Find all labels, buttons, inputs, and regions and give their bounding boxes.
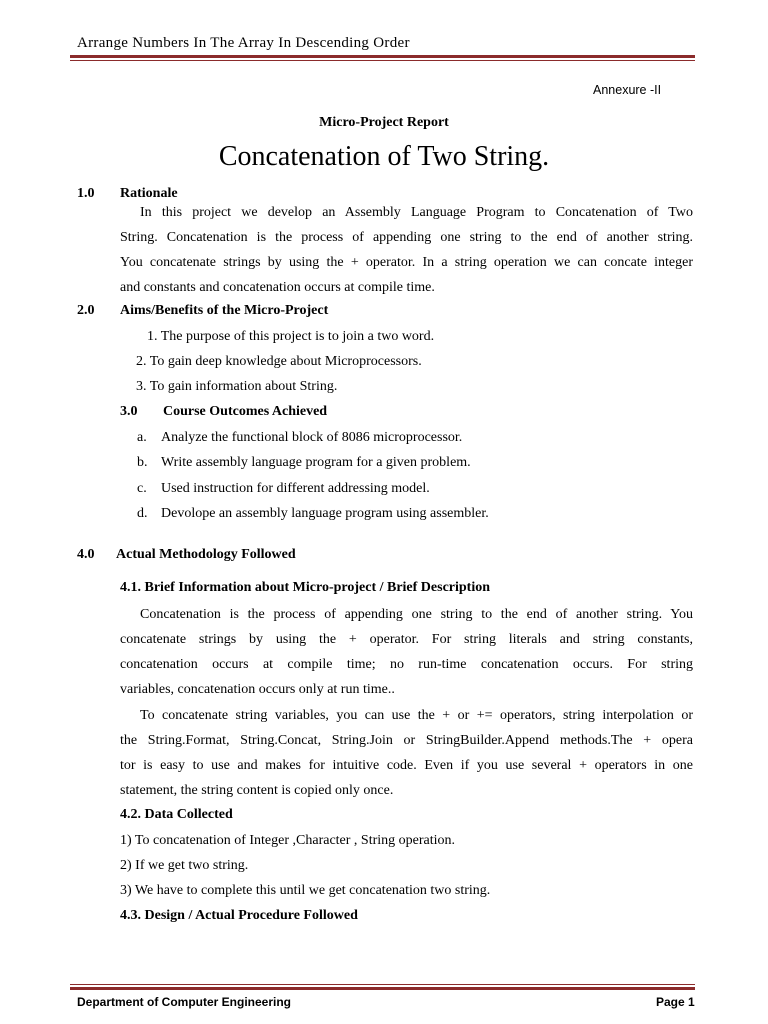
data-collected-item: 3) We have to complete this until we get concatenation two string. <box>120 883 491 898</box>
header-rule-thin <box>70 60 695 61</box>
subsection-4-1-title: 4.1. Brief Information about Micro-project / Brief Description <box>120 580 491 595</box>
header-title: Arrange Numbers In The Array In Descending Order <box>77 35 410 51</box>
aims-item: 3. To gain information about String. <box>136 379 338 394</box>
section-4-number: 4.0 <box>77 547 95 562</box>
header-rule-thick <box>70 55 695 58</box>
footer-rule-thin <box>70 984 695 985</box>
outcome-text: Used instruction for different addressing model. <box>161 481 430 496</box>
report-label: Micro-Project Report <box>319 115 449 130</box>
section-2-title: Aims/Benefits of the Micro-Project <box>120 303 329 318</box>
footer-department: Department of Computer Engineering <box>77 995 292 1009</box>
description-paragraph-1 <box>120 602 693 702</box>
description-line: variables, concatenation occurs only at run time.. <box>120 682 395 697</box>
rationale-line: and constants and concatenation occurs at compile time. <box>120 280 435 295</box>
section-3-number: 3.0 <box>120 404 138 419</box>
data-collected-item: 2) If we get two string. <box>120 858 249 873</box>
description-line: Concatenation is the process of appending one string to the end of another string. You <box>140 607 693 622</box>
description-line: the String.Format, String.Concat, String.Join or StringBuilder.Append methods.The + opera <box>120 733 693 748</box>
outcome-marker: a. <box>137 430 147 445</box>
section-2-number: 2.0 <box>77 303 95 318</box>
outcome-marker: d. <box>137 506 148 521</box>
description-line: concatenation occurs at compile time; no run-time concatenation occurs. For string <box>120 657 693 672</box>
description-line: statement, the string content is copied only once. <box>120 783 394 798</box>
section-1-title: Rationale <box>120 186 178 201</box>
description-paragraph-2 <box>120 703 693 803</box>
aims-item: 1. The purpose of this project is to join a two word. <box>147 329 435 344</box>
aims-item: 2. To gain deep knowledge about Microprocessors. <box>136 354 422 369</box>
outcome-text: Devolope an assembly language program using assembler. <box>161 506 489 521</box>
section-3-title: Course Outcomes Achieved <box>163 404 328 419</box>
subsection-4-3-title: 4.3. Design / Actual Procedure Followed <box>120 908 358 923</box>
footer-rule-thick <box>70 987 695 990</box>
outcome-marker: c. <box>137 481 147 496</box>
description-line: tor is easy to use and makes for intuitive code. Even if you use several + operators in one <box>120 758 693 773</box>
page-title: Concatenation of Two String. <box>218 141 550 172</box>
outcome-text: Write assembly language program for a given problem. <box>161 455 471 470</box>
rationale-line: In this project we develop an Assembly Language Program to Concatenation of Two <box>140 205 693 220</box>
footer-page-number: Page 1 <box>656 995 695 1009</box>
data-collected-item: 1) To concatenation of Integer ,Character , String operation. <box>120 833 456 848</box>
description-line: concatenate strings by using the + operator. For string literals and string constants, <box>120 632 693 647</box>
rationale-line: String. Concatenation is the process of appending one string to the end of another string. <box>120 230 693 245</box>
annexure-label: Annexure -II <box>593 83 662 97</box>
subsection-4-2-title: 4.2. Data Collected <box>120 807 233 822</box>
section-1-number: 1.0 <box>77 186 95 201</box>
section-4-title: Actual Methodology Followed <box>116 547 296 562</box>
description-line: To concatenate string variables, you can use the + or += operators, string interpolation or <box>140 708 693 723</box>
rationale-paragraph <box>120 200 693 300</box>
outcome-text: Analyze the functional block of 8086 microprocessor. <box>161 430 463 445</box>
outcome-marker: b. <box>137 455 148 470</box>
rationale-line: You concatenate strings by using the + operator. In a string operation we can concate integer <box>120 255 693 270</box>
